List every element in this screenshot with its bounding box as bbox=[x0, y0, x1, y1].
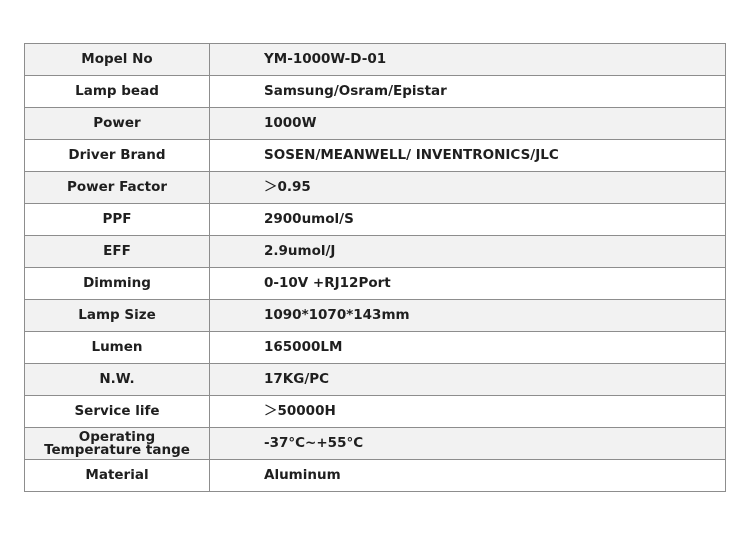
row-value: Samsung/Osram/Epistar bbox=[210, 76, 726, 108]
table-row bbox=[25, 76, 726, 108]
row-label: PPF bbox=[25, 204, 210, 236]
row-value: -37°C~+55°C bbox=[210, 428, 726, 460]
row-label: Mopel No bbox=[25, 44, 210, 76]
row-value: SOSEN/MEANWELL/ INVENTRONICS/JLC bbox=[210, 140, 726, 172]
row-value: 1000W bbox=[210, 108, 726, 140]
row-label: Material bbox=[25, 460, 210, 492]
row-value: 2.9umol/J bbox=[210, 236, 726, 268]
table-row bbox=[25, 364, 726, 396]
row-label: EFF bbox=[25, 236, 210, 268]
row-value: ＞0.95 bbox=[210, 172, 726, 204]
row-label: N.W. bbox=[25, 364, 210, 396]
row-value: ＞50000H bbox=[210, 396, 726, 428]
row-value: 165000LM bbox=[210, 332, 726, 364]
table-row bbox=[25, 268, 726, 300]
row-value: 0-10V +RJ12Port bbox=[210, 268, 726, 300]
row-label: Lamp bead bbox=[25, 76, 210, 108]
row-label: Power Factor bbox=[25, 172, 210, 204]
row-label: Driver Brand bbox=[25, 140, 210, 172]
row-label bbox=[25, 428, 210, 460]
table-row bbox=[25, 236, 726, 268]
table-row bbox=[25, 300, 726, 332]
row-label: Dimming bbox=[25, 268, 210, 300]
table-row bbox=[25, 396, 726, 428]
row-value: 17KG/PC bbox=[210, 364, 726, 396]
table-row bbox=[25, 172, 726, 204]
row-value: 1090*1070*143mm bbox=[210, 300, 726, 332]
row-label: Lamp Size bbox=[25, 300, 210, 332]
row-label: Service life bbox=[25, 396, 210, 428]
table-row bbox=[25, 140, 726, 172]
row-label: Lumen bbox=[25, 332, 210, 364]
table-row bbox=[25, 460, 726, 492]
row-value: Aluminum bbox=[210, 460, 726, 492]
row-label: Power bbox=[25, 108, 210, 140]
table-row bbox=[25, 44, 726, 76]
table-row bbox=[25, 108, 726, 140]
row-label-line: Temperature tange bbox=[44, 441, 190, 458]
table-row bbox=[25, 428, 726, 460]
row-value: YM-1000W-D-01 bbox=[210, 44, 726, 76]
row-label-line: Operating bbox=[78, 428, 156, 445]
table-row bbox=[25, 332, 726, 364]
spec-table bbox=[24, 43, 726, 492]
row-value: 2900umol/S bbox=[210, 204, 726, 236]
table-row bbox=[25, 204, 726, 236]
